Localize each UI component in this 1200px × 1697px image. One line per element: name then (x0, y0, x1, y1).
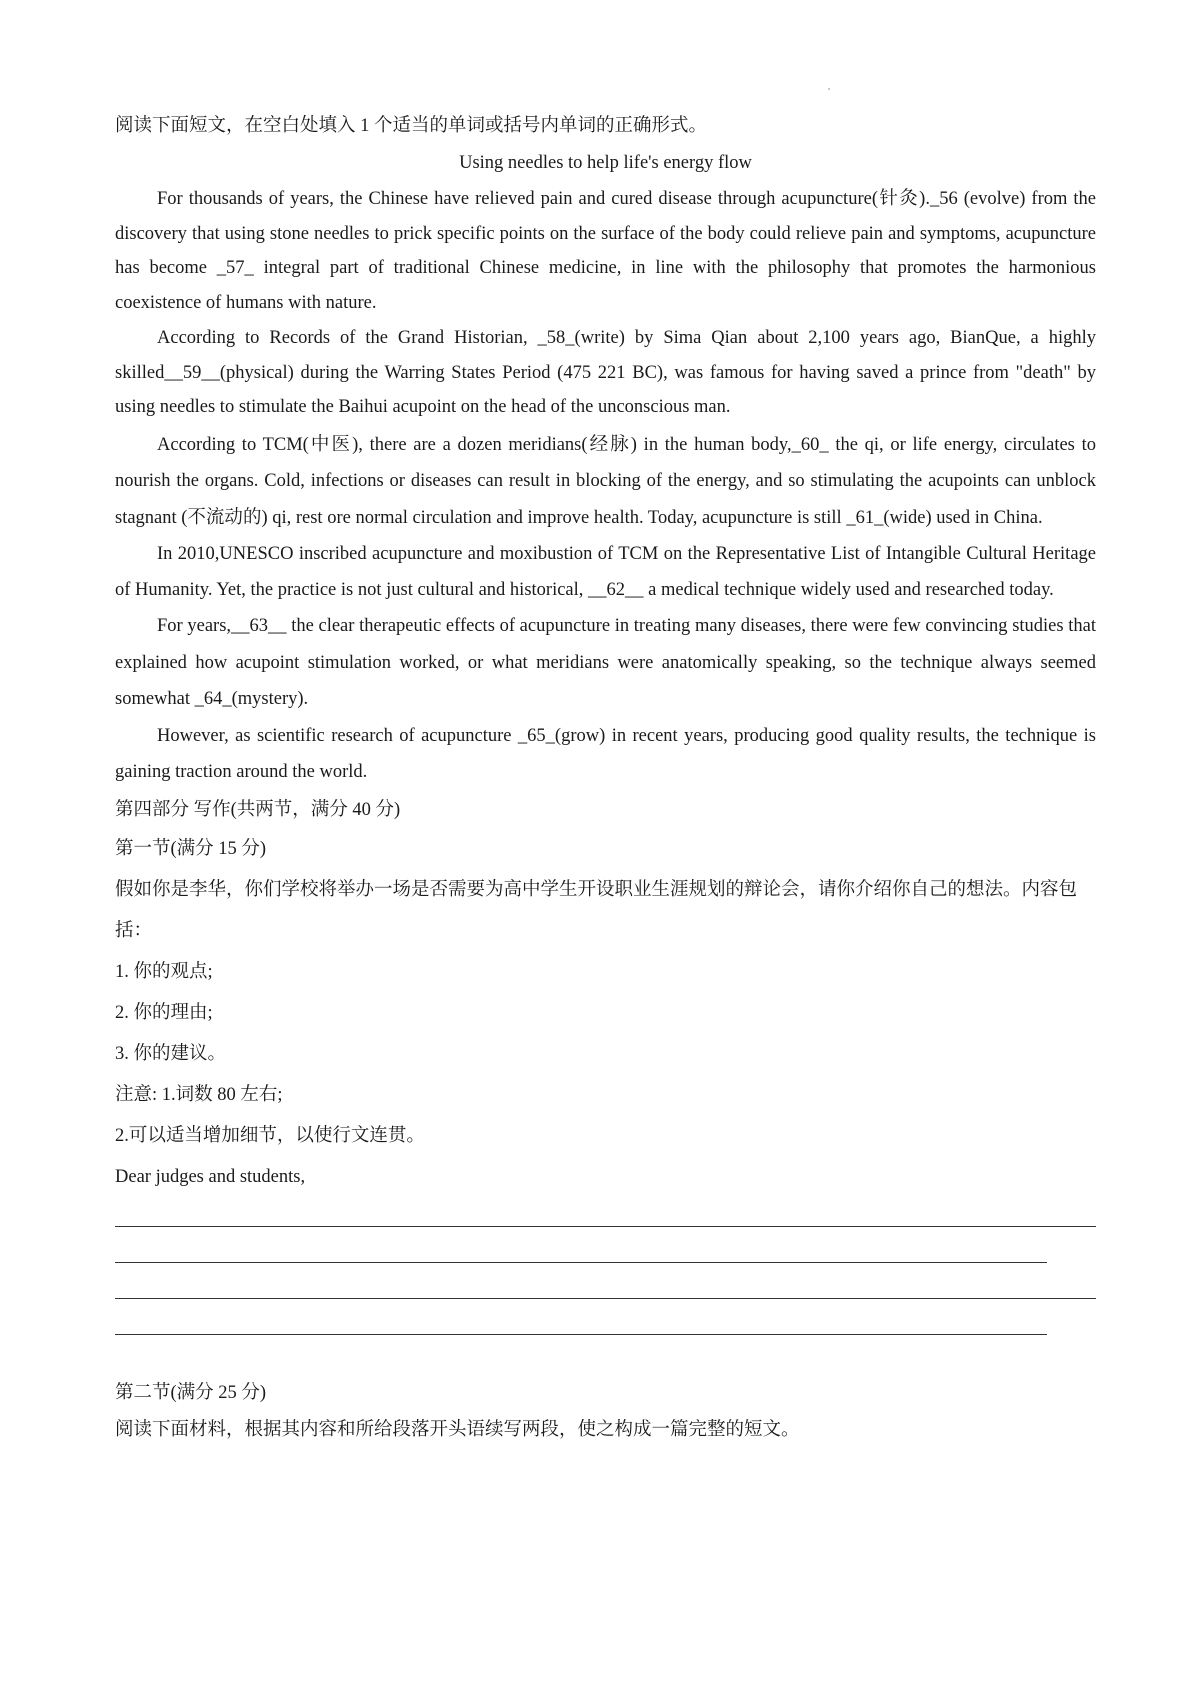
exam-page (115, 108, 1096, 1449)
passage-paragraph-3: According to TCM(中医), there are a dozen meridians(经脉) in the human body,_60_ the qi, or life energy, circulates to nourish the organs. Cold, infections or diseases can result in blocking of the energy, and so stimulating the acupoints can unblock stagnant (不流动的) qi, rest ore normal circulation and improve health. Today, acupuncture is still _61_(wide) used in China. (115, 434, 1096, 528)
section1-note-2: 2.可以适当增加细节，以使行文连贯。 (115, 1125, 425, 1146)
writing-part-title: 第四部分 写作(共两节，满分 40 分) (115, 799, 401, 820)
answer-line-2[interactable] (115, 1262, 1047, 1263)
section1-point-3: 3. 你的建议。 (115, 1043, 227, 1064)
answer-line-3[interactable] (115, 1298, 1096, 1299)
fill-instructions: 阅读下面短文，在空白处填入 1 个适当的单词或括号内单词的正确形式。 (115, 116, 708, 136)
passage-paragraph-2: According to Records of the Grand Historian, _58_(write) by Sima Qian about 2,100 years ago, BianQue, a highly skilled__59__(physical) during the Warring States Period (475 221 BC), was famous for having saved a prince from "death" by using needles to stimulate the Baihui acupoint on the head of the unconscious man. (115, 328, 1096, 417)
section1-note-1: 注意: 1.词数 80 左右; (115, 1084, 283, 1105)
passage-paragraph-6: However, as scientific research of acupuncture _65_(grow) in recent years, producing good quality results, the technique is gaining traction around the world. (115, 725, 1096, 782)
section1-prompt: 假如你是李华，你们学校将举办一场是否需要为高中学生开设职业生涯规划的辩论会，请你介绍你自己的想法。内容包括： (115, 879, 1078, 941)
answer-line-1[interactable] (115, 1226, 1096, 1227)
section1-point-1: 1. 你的观点; (115, 961, 213, 982)
section2-prompt: 阅读下面材料，根据其内容和所给段落开头语续写两段，使之构成一篇完整的短文。 (115, 1419, 800, 1440)
section2-title: 第二节(满分 25 分) (115, 1382, 267, 1403)
scan-dot (828, 88, 830, 90)
passage-paragraph-5: For years,__63__ the clear therapeutic effects of acupuncture in treating many diseases, there were few convincing studies that explained how acupoint stimulation worked, or what meridians were anatomically speaking, so the technique always seemed somewhat _64_(mystery). (115, 616, 1096, 709)
passage-paragraph-4: In 2010,UNESCO inscribed acupuncture and moxibustion of TCM on the Representative List of Intangible Cultural Heritage of Humanity. Yet, the practice is not just cultural and historical, __62__ a medical technique widely used and researched today. (115, 544, 1096, 600)
salutation: Dear judges and students, (115, 1166, 306, 1187)
section1-point-2: 2. 你的理由; (115, 1002, 213, 1023)
answer-lines (115, 1226, 1096, 1335)
answer-line-4[interactable] (115, 1334, 1047, 1335)
passage-title: Using needles to help life's energy flow (459, 153, 752, 173)
section1-title: 第一节(满分 15 分) (115, 838, 267, 859)
passage-paragraph-1: For thousands of years, the Chinese have relieved pain and cured disease through acupuncture(针灸)._56 (evolve) from the discovery that using stone needles to prick specific points on the surface of the body could relieve pain and symptoms, acupuncture has become _57_ integral part of traditional Chinese medicine, in line with the philosophy that promotes the harmonious coexistence of humans with nature. (115, 189, 1096, 313)
